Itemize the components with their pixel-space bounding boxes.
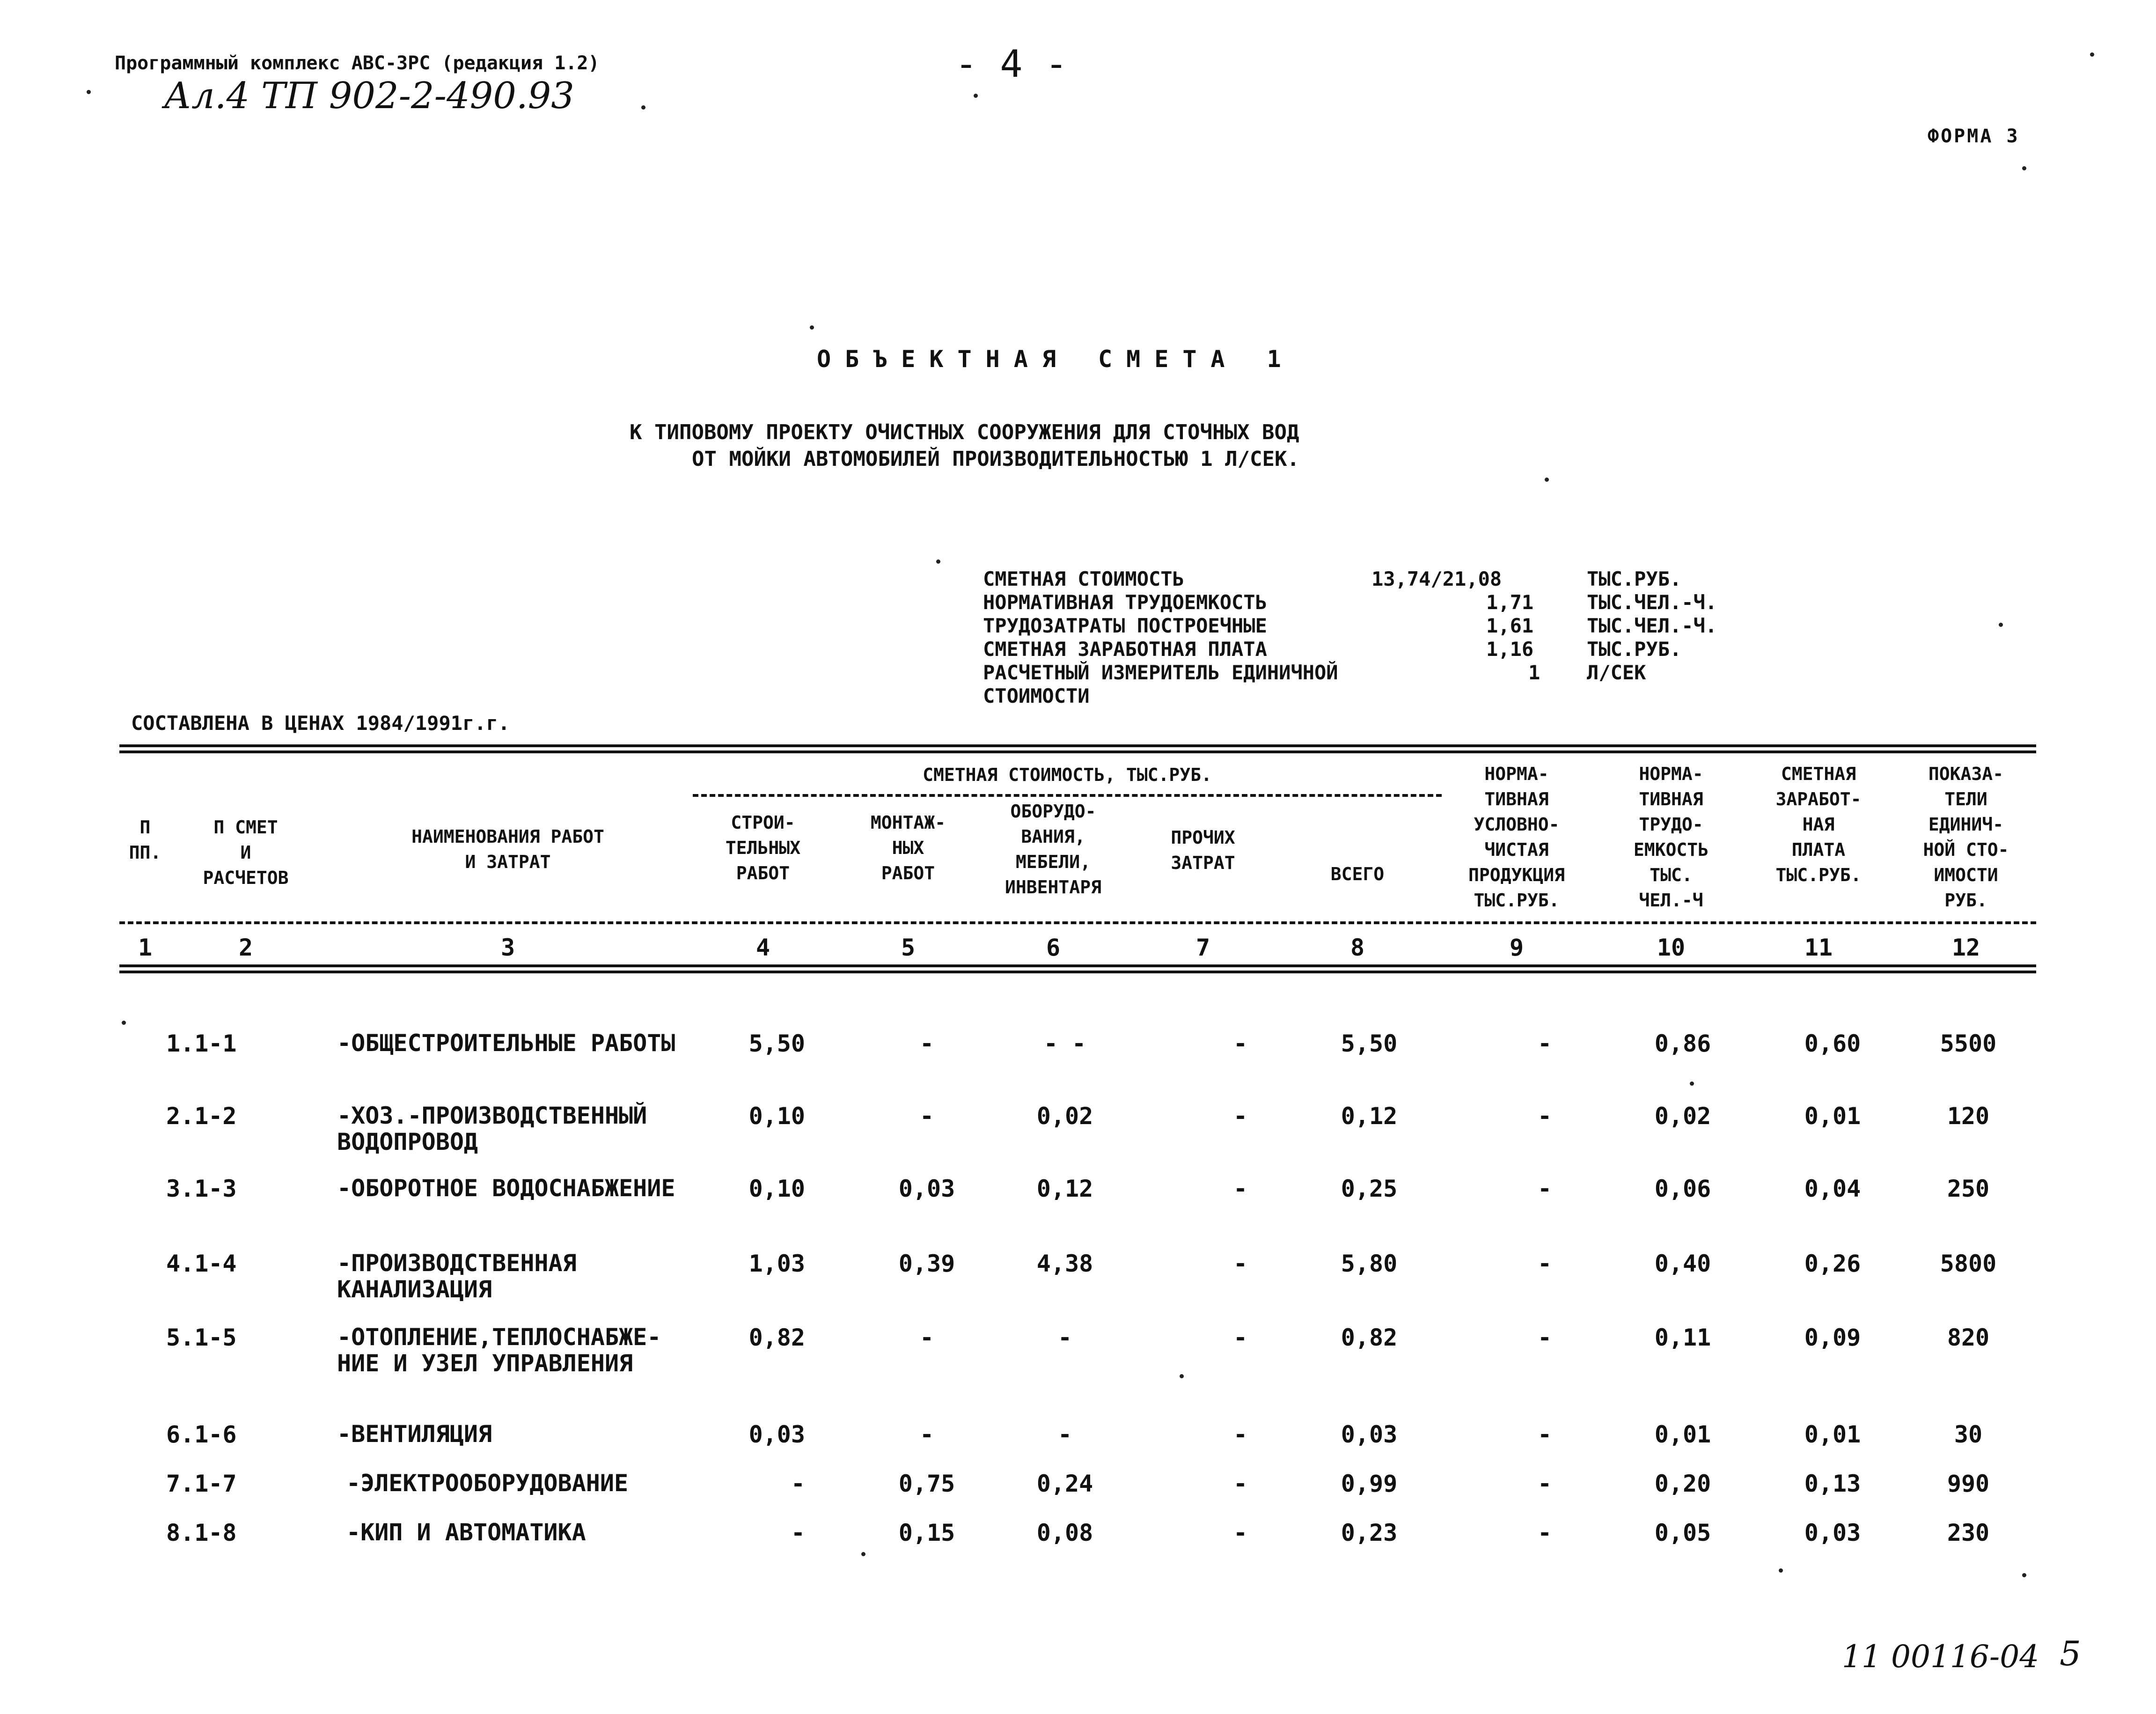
row-production: - [1537,1519,1552,1546]
row-unit-cost: 990 [1947,1470,1990,1497]
summary-value: 13,74/21,08 [1371,567,1502,590]
row-name: -ОБЩЕСТРОИТЕЛЬНЫЕ РАБОТЫ [337,1030,675,1057]
row-code: 1.1-1 [166,1030,237,1057]
row-mount: - [919,1421,934,1448]
row-labor: 0,02 [1654,1103,1711,1130]
col-number-4: 4 [755,934,770,961]
scan-speck [936,559,940,564]
row-total: 0,82 [1341,1324,1398,1351]
row-mount: 0,39 [898,1250,955,1277]
scan-speck [1999,623,2003,627]
row-total: 5,80 [1341,1250,1398,1277]
row-build: 1,03 [748,1250,805,1277]
scan-speck [1545,478,1549,482]
scan-speck [2090,52,2094,57]
row-labor: 0,05 [1654,1519,1711,1546]
col-header-4: СТРОИ- ТЕЛЬНЫХ РАБОТ [725,812,801,883]
col-number-11: 11 [1804,934,1833,961]
row-total: 0,25 [1341,1175,1398,1202]
scan-speck [641,105,645,110]
row-labor: 0,20 [1654,1470,1711,1497]
row-labor: 0,01 [1654,1421,1711,1448]
summary-value: 1 [1528,661,1540,684]
summary-value: 1,71 [1486,591,1534,614]
row-other: - [1233,1030,1248,1057]
row-equip: 4,38 [1036,1250,1093,1277]
row-name: -КИП И АВТОМАТИКА [346,1519,586,1546]
row-other: - [1233,1103,1248,1130]
row-unit-cost: 820 [1947,1324,1990,1351]
row-equip: 0,08 [1036,1519,1093,1546]
col-number-2: 2 [238,934,253,961]
row-other: - [1233,1175,1248,1202]
summary-unit: ТЫС.ЧЕЛ.-Ч. [1587,591,1717,614]
row-mount: 0,75 [898,1470,955,1497]
row-build: - [791,1519,805,1546]
header-bottom-rule [119,921,2036,924]
subtitle-line-1: К ТИПОВОМУ ПРОЕКТУ ОЧИСТНЫХ СООРУЖЕНИЯ ДЛЯ СТОЧНЫХ ВОД [630,420,1299,444]
row-other: - [1233,1421,1248,1448]
col-header-9: НОРМА- ТИВНАЯ УСЛОВНО- ЧИСТАЯ ПРОДУКЦИЯ ТЫС.РУБ. [1468,764,1565,911]
row-build: 0,10 [748,1175,805,1202]
group-rule [693,794,1442,797]
row-code: 4.1-4 [166,1250,237,1277]
row-unit-cost: 5500 [1940,1030,1997,1057]
row-labor: 0,86 [1654,1030,1711,1057]
row-wage: 0,04 [1804,1175,1861,1202]
row-total: 0,23 [1341,1519,1398,1546]
col-header-6: ОБОРУДО- ВАНИЯ, МЕБЕЛИ, ИНВЕНТАРЯ [1005,801,1101,897]
col-header-1: П ПП. [129,817,161,863]
col-number-10: 10 [1657,934,1686,961]
program-header: Программный комплекс АВС-ЗРС (редакция 1.2) [115,52,600,74]
row-total: 0,99 [1341,1470,1398,1497]
row-production: - [1537,1103,1552,1130]
row-equip: 0,12 [1036,1175,1093,1202]
row-wage: 0,13 [1804,1470,1861,1497]
col-header-2: П СМЕТ И РАСЧЕТОВ [203,817,289,888]
archive-stamp: 11 00116-04 [1842,1639,2039,1675]
row-name: -ОТОПЛЕНИЕ,ТЕПЛОСНАБЖЕ- НИЕ И УЗЕЛ УПРАВЛЕНИЯ [337,1324,661,1377]
table-top-rule [119,744,2036,753]
row-equip: 0,24 [1036,1470,1093,1497]
row-code: 3.1-3 [166,1175,237,1202]
row-code: 7.1-7 [166,1470,237,1497]
row-build: 0,03 [748,1421,805,1448]
row-unit-cost: 5800 [1940,1250,1997,1277]
scan-speck [2022,166,2026,170]
col-header-7: ПРОЧИХ ЗАТРАТ [1171,827,1235,873]
row-total: 0,03 [1341,1421,1398,1448]
scan-speck [861,1552,865,1556]
row-build: 5,50 [748,1030,805,1057]
col-header-11: СМЕТНАЯ ЗАРАБОТ- НАЯ ПЛАТА ТЫС.РУБ. [1775,764,1862,885]
col-number-5: 5 [901,934,916,961]
row-code: 5.1-5 [166,1324,237,1351]
row-other: - [1233,1519,1248,1546]
row-other: - [1233,1470,1248,1497]
group-header: СМЕТНАЯ СТОИМОСТЬ, ТЫС.РУБ. [923,765,1212,785]
row-name: -ПРОИЗВОДСТВЕННАЯ КАНАЛИЗАЦИЯ [337,1250,577,1303]
row-wage: 0,09 [1804,1324,1861,1351]
col-number-1: 1 [138,934,153,961]
row-unit-cost: 30 [1954,1421,1983,1448]
col-header-5: МОНТАЖ- НЫХ РАБОТ [870,812,946,883]
row-equip: - [1057,1324,1072,1351]
scan-speck [2022,1573,2026,1577]
row-labor: 0,11 [1654,1324,1711,1351]
row-name: -ЭЛЕКТРООБОРУДОВАНИЕ [346,1470,629,1497]
row-unit-cost: 230 [1947,1519,1990,1546]
page-number: - 4 - [955,42,1068,86]
summary-unit: ТЫС.ЧЕЛ.-Ч. [1587,614,1717,637]
summary-label: ТРУДОЗАТРАТЫ ПОСТРОЕЧНЫЕ [983,614,1267,637]
page-title: ОБЪЕКТНАЯ СМЕТА 1 [817,346,1295,373]
scan-speck [810,325,814,330]
row-total: 0,12 [1341,1103,1398,1130]
row-labor: 0,40 [1654,1250,1711,1277]
form-label: ФОРМА 3 [1928,125,2020,147]
prices-note: СОСТАВЛЕНА В ЦЕНАХ 1984/1991г.г. [131,712,510,735]
scan-speck [974,94,978,98]
row-total: 5,50 [1341,1030,1398,1057]
col-header-3: НАИМЕНОВАНИЯ РАБОТ И ЗАТРАТ [411,826,604,872]
row-equip: 0,02 [1036,1103,1093,1130]
col-number-9: 9 [1509,934,1524,961]
subtitle-line-2: ОТ МОЙКИ АВТОМОБИЛЕЙ ПРОИЗВОДИТЕЛЬНОСТЬЮ 1 Л/СЕК. [692,447,1300,471]
row-production: - [1537,1030,1552,1057]
row-mount: 0,03 [898,1175,955,1202]
row-wage: 0,60 [1804,1030,1861,1057]
row-wage: 0,01 [1804,1421,1861,1448]
row-mount: - [919,1103,934,1130]
row-mount: 0,15 [898,1519,955,1546]
summary-unit: ТЫС.РУБ. [1587,638,1682,661]
scan-speck [1180,1374,1184,1378]
row-labor: 0,06 [1654,1175,1711,1202]
sheet-number: 5 [2060,1634,2081,1673]
row-other: - [1233,1324,1248,1351]
column-number-rule [119,964,2036,973]
row-name: -ХОЗ.-ПРОИЗВОДСТВЕННЫЙ ВОДОПРОВОД [337,1102,647,1155]
row-production: - [1537,1470,1552,1497]
row-name: -ВЕНТИЛЯЦИЯ [337,1420,492,1448]
row-production: - [1537,1175,1552,1202]
summary-label: СМЕТНАЯ ЗАРАБОТНАЯ ПЛАТА [983,638,1267,661]
col-header-8: ВСЕГО [1330,864,1385,884]
row-code: 6.1-6 [166,1421,237,1448]
col-number-6: 6 [1046,934,1061,961]
row-equip: - [1057,1421,1072,1448]
col-number-12: 12 [1951,934,1980,961]
col-header-10: НОРМА- ТИВНАЯ ТРУДО- ЕМКОСТЬ ТЫС. ЧЕЛ.-Ч [1633,764,1709,911]
row-build: 0,10 [748,1103,805,1130]
summary-label: РАСЧЕТНЫЙ ИЗМЕРИТЕЛЬ ЕДИНИЧНОЙ СТОИМОСТИ [983,661,1338,707]
scan-speck [122,1021,126,1025]
row-production: - [1537,1324,1552,1351]
row-production: - [1537,1250,1552,1277]
row-code: 2.1-2 [166,1103,237,1130]
col-number-3: 3 [500,934,515,961]
row-code: 8.1-8 [166,1519,237,1546]
col-number-7: 7 [1195,934,1210,961]
row-build: 0,82 [748,1324,805,1351]
summary-value: 1,16 [1486,638,1534,661]
row-mount: - [919,1030,934,1057]
summary-unit: ТЫС.РУБ. [1587,567,1682,590]
row-wage: 0,01 [1804,1103,1861,1130]
row-unit-cost: 250 [1947,1175,1990,1202]
scan-speck [87,90,91,94]
row-equip: - - [1043,1030,1086,1057]
row-production: - [1537,1421,1552,1448]
col-number-8: 8 [1350,934,1365,961]
row-unit-cost: 120 [1947,1103,1990,1130]
document-reference: Ал.4 ТП 902-2-490.93 [164,75,574,117]
scan-speck [1779,1568,1783,1573]
row-wage: 0,03 [1804,1519,1861,1546]
scan-speck [1690,1081,1694,1086]
row-other: - [1233,1250,1248,1277]
row-name: -ОБОРОТНОЕ ВОДОСНАБЖЕНИЕ [337,1175,675,1202]
summary-unit: Л/СЕК [1587,661,1646,684]
summary-value: 1,61 [1486,614,1534,637]
row-mount: - [919,1324,934,1351]
col-header-12: ПОКАЗА- ТЕЛИ ЕДИНИЧ- НОЙ СТО- ИМОСТИ РУБ. [1923,764,2009,911]
summary-label: СМЕТНАЯ СТОИМОСТЬ [983,567,1184,590]
summary-label: НОРМАТИВНАЯ ТРУДОЕМКОСТЬ [983,591,1267,614]
row-wage: 0,26 [1804,1250,1861,1277]
row-build: - [791,1470,805,1497]
